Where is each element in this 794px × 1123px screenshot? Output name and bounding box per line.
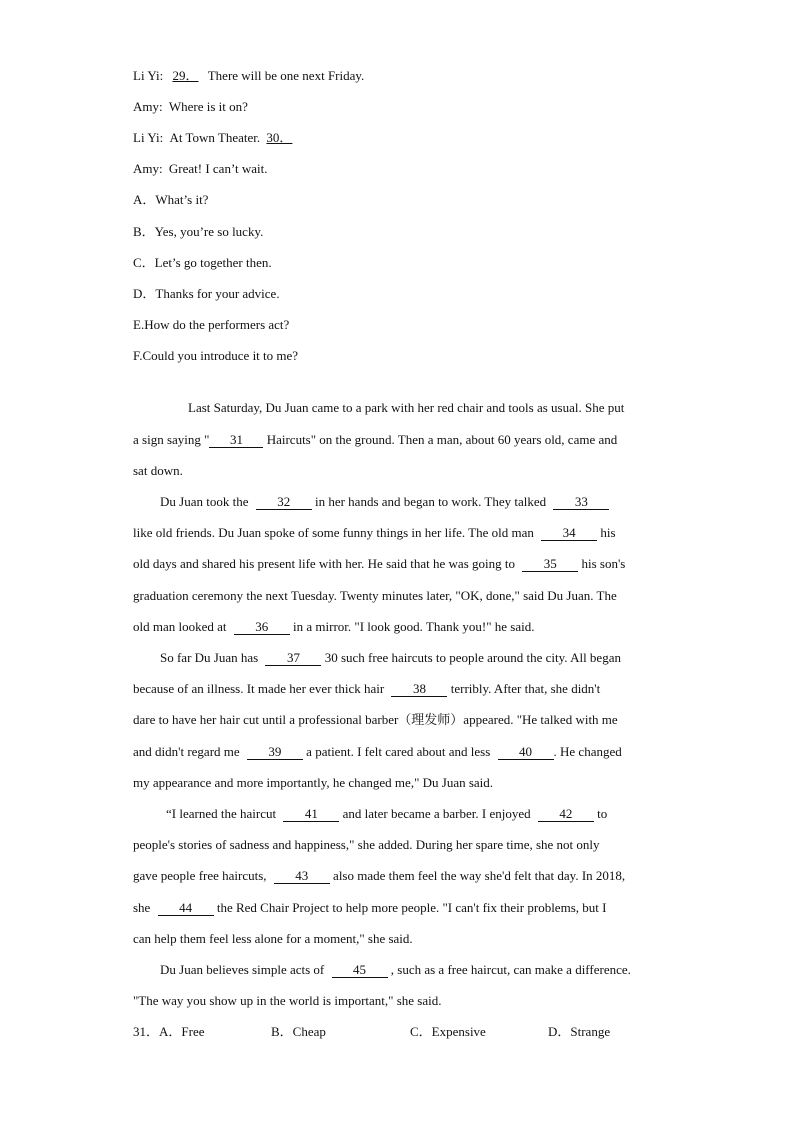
blank-44: 44 bbox=[158, 901, 214, 916]
passage-text: a sign saying " bbox=[133, 432, 210, 447]
passage-text: in a mirror. "I look good. Thank you!" he said. bbox=[293, 619, 535, 634]
dialogue-option-a: A．What’s it? bbox=[133, 192, 209, 207]
passage-line-10 bbox=[133, 681, 600, 697]
blank-45: 45 bbox=[332, 963, 388, 978]
answer-blank-29: 29． bbox=[172, 68, 199, 83]
passage-text: "The way you show up in the world is important," she said. bbox=[133, 993, 442, 1008]
blank-38: 38 bbox=[391, 682, 447, 697]
dialogue-line-3 bbox=[133, 130, 292, 146]
passage-text: old man looked at bbox=[133, 619, 227, 634]
blank-34: 34 bbox=[541, 526, 597, 541]
blank-36: 36 bbox=[234, 620, 290, 635]
dialogue-option-f: F.Could you introduce it to me? bbox=[133, 348, 299, 363]
speaker: Amy: bbox=[133, 99, 163, 114]
option-d: D．Strange bbox=[548, 1024, 611, 1039]
passage-line-1 bbox=[188, 400, 624, 416]
passage-text: his son's bbox=[581, 556, 626, 571]
passage-text: gave people free haircuts, bbox=[133, 868, 267, 883]
passage-line-2 bbox=[133, 432, 617, 448]
passage-line-18 bbox=[133, 931, 413, 947]
passage-line-6 bbox=[133, 556, 625, 572]
passage-text: old days and shared his present life with her. He said that he was going to bbox=[133, 556, 515, 571]
passage-text: Du Juan took the bbox=[160, 494, 249, 509]
passage-text: . He changed bbox=[553, 744, 622, 759]
blank-39: 39 bbox=[247, 745, 303, 760]
blank-40: 40 bbox=[498, 745, 554, 760]
passage-text: sat down. bbox=[133, 463, 183, 478]
blank-32: 32 bbox=[256, 495, 312, 510]
passage-text: Last Saturday, Du Juan came to a park with her red chair and tools as usual. She put bbox=[188, 400, 625, 415]
passage-text: So far Du Juan has bbox=[160, 650, 259, 665]
option-c: C．Expensive bbox=[410, 1024, 486, 1039]
blank-43: 43 bbox=[274, 869, 330, 884]
passage-text: people's stories of sadness and happiness," she added. During her spare time, she not only bbox=[133, 837, 600, 852]
passage-line-19 bbox=[160, 962, 631, 978]
passage-text: , such as a free haircut, can make a difference. bbox=[390, 962, 631, 977]
passage-text: because of an illness. It made her ever thick hair bbox=[133, 681, 385, 696]
passage-text: Du Juan believes simple acts of bbox=[160, 962, 325, 977]
dialogue-option-b: B．Yes, you’re so lucky. bbox=[133, 224, 264, 239]
passage-text: she bbox=[133, 900, 151, 915]
dialogue-line-2 bbox=[133, 99, 248, 115]
dialogue-line-1 bbox=[133, 68, 364, 84]
passage-line-15 bbox=[133, 837, 600, 853]
passage-text: and didn't regard me bbox=[133, 744, 240, 759]
passage-line-9 bbox=[160, 650, 621, 666]
option-b: B．Cheap bbox=[271, 1024, 326, 1039]
passage-text: graduation ceremony the next Tuesday. Twenty minutes later, "OK, done," said Du Juan. The bbox=[133, 588, 617, 603]
passage-text: like old friends. Du Juan spoke of some funny things in her life. The old man bbox=[133, 525, 534, 540]
passage-text: to bbox=[597, 806, 608, 821]
passage-line-14 bbox=[166, 806, 607, 822]
dialogue-text: Where is it on? bbox=[168, 99, 248, 114]
blank-42: 42 bbox=[538, 807, 594, 822]
option-a: A．Free bbox=[159, 1024, 205, 1039]
passage-text: the Red Chair Project to help more people. "I can't fix their problems, but I bbox=[216, 900, 607, 915]
passage-text: a patient. I felt cared about and less bbox=[306, 744, 491, 759]
dialogue-option-e: E.How do the performers act? bbox=[133, 317, 290, 332]
passage-line-3 bbox=[133, 463, 183, 479]
passage-text: his bbox=[600, 525, 616, 540]
passage-line-20 bbox=[133, 993, 442, 1009]
passage-line-8 bbox=[133, 619, 534, 635]
blank-31: 31 bbox=[209, 433, 263, 448]
blank-37: 37 bbox=[265, 651, 321, 666]
passage-text: my appearance and more importantly, he changed me," Du Juan said. bbox=[133, 775, 494, 790]
dialogue-line-4 bbox=[133, 161, 268, 177]
passage-line-7 bbox=[133, 588, 617, 604]
dialogue-text: Great! I can’t wait. bbox=[168, 161, 268, 176]
blank-35: 35 bbox=[522, 557, 578, 572]
passage-text: in her hands and began to work. They talked bbox=[314, 494, 547, 509]
passage-text: Haircuts" on the ground. Then a man, about 60 years old, came and bbox=[266, 432, 618, 447]
blank-33: 33 bbox=[553, 495, 609, 510]
passage-line-11 bbox=[133, 712, 618, 728]
dialogue-option-c: C．Let’s go together then. bbox=[133, 255, 272, 270]
passage-text: 30 such free haircuts to people around the city. All began bbox=[324, 650, 621, 665]
passage-line-13 bbox=[133, 775, 493, 791]
passage-text: terribly. After that, she didn't bbox=[450, 681, 601, 696]
passage-text: and later became a barber. I enjoyed bbox=[342, 806, 531, 821]
question-number: 31． bbox=[133, 1024, 160, 1039]
passage-line-16 bbox=[133, 868, 625, 884]
speaker: Li Yi: bbox=[133, 68, 164, 83]
passage-text: also made them feel the way she'd felt that day. In 2018, bbox=[333, 868, 626, 883]
passage-text: “I learned the haircut bbox=[166, 806, 277, 821]
question-31-number-a bbox=[133, 1024, 205, 1040]
passage-line-17 bbox=[133, 900, 606, 916]
dialogue-option-d: D．Thanks for your advice. bbox=[133, 286, 280, 301]
dialogue-text: There will be one next Friday. bbox=[207, 68, 365, 83]
dialogue-text: At Town Theater. bbox=[169, 130, 261, 145]
passage-line-5 bbox=[133, 525, 616, 541]
passage-line-4 bbox=[160, 494, 609, 510]
blank-41: 41 bbox=[283, 807, 339, 822]
passage-text: dare to have her hair cut until a professional barber（理发师）appeared. "He talked with me bbox=[133, 712, 618, 727]
answer-blank-30: 30． bbox=[266, 130, 293, 145]
speaker: Amy: bbox=[133, 161, 163, 176]
passage-line-12 bbox=[133, 744, 622, 760]
passage-text: can help them feel less alone for a moment," she said. bbox=[133, 931, 413, 946]
speaker: Li Yi: bbox=[133, 130, 164, 145]
